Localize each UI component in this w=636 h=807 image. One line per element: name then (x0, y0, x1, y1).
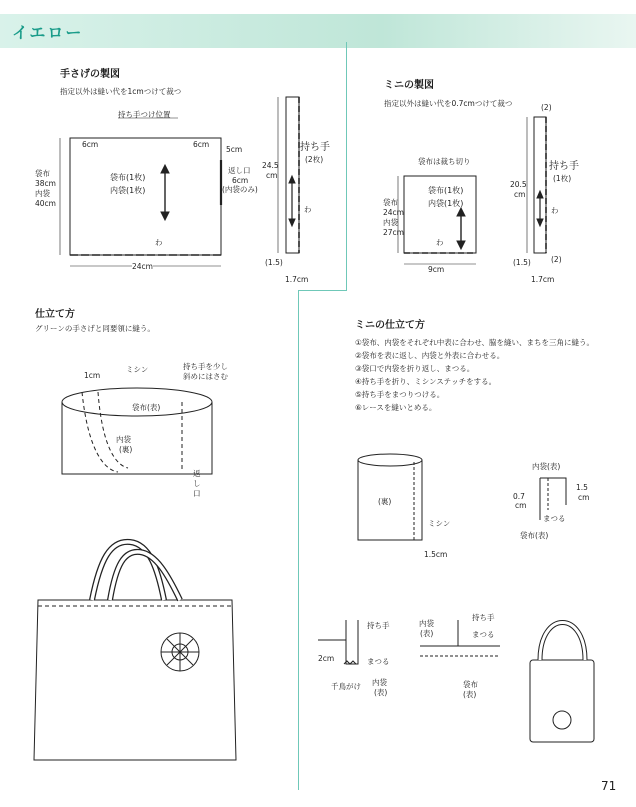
mini-07-2: cm (515, 501, 527, 510)
mini-step-5: ⑤持ち手をまつりつける。 (355, 390, 445, 399)
mini-handle-count: (1枚) (553, 174, 572, 183)
mini-handle-wa: わ (551, 206, 559, 215)
tote-pattern-note: 指定以外は縫い代を1cmつけて裁つ (60, 87, 182, 96)
mini-24cm: 24cm (383, 208, 404, 217)
mini-fukuro2-1: 袋布 (463, 680, 478, 689)
mini-15b-1: 1.5 (576, 483, 588, 492)
mini-fukuro-omote: 袋布(表) (520, 531, 549, 540)
finish-kaeshi-3: 口 (193, 489, 201, 498)
mini-2cm: 2cm (318, 654, 335, 663)
mini-matsuru3: まつる (472, 630, 495, 639)
finish-uchi-1: 内袋 (116, 435, 131, 444)
tote-24cm: 24cm (132, 262, 153, 271)
mini-kiri: 袋布は裁ち切り (418, 157, 471, 166)
handle-17: 1.7cm (285, 275, 309, 284)
mini-uchi-b-1: 内袋 (419, 619, 434, 628)
mini-handle-17: 1.7cm (531, 275, 555, 284)
mini-uchi-ura-1: 内袋 (372, 678, 387, 687)
handle-pos-label: 持ち手つけ位置 (118, 110, 171, 119)
mini-mochite: 持ち手 (367, 621, 390, 630)
finish-1cm: 1cm (84, 371, 101, 380)
mini-matsuru: まつる (543, 514, 566, 523)
handle-count: (2枚) (305, 155, 324, 164)
mini-handle-15: (1.5) (513, 258, 531, 267)
mini-07-1: 0.7 (513, 492, 525, 501)
mini-uchi-b-2: (表) (420, 629, 434, 638)
mini-uchi-omote: 内袋(表) (532, 462, 561, 471)
tote-38cm: 38cm (35, 179, 56, 188)
mini-handle-len-2: cm (514, 190, 526, 199)
finish-kaeshi-1: 返 (193, 469, 201, 478)
mini-step-1: ①袋布、内袋をそれぞれ中表に合わせ、脇を縫い、まちを三角に縫う。 (355, 338, 594, 347)
handle-len-1: 24.5 (262, 161, 279, 170)
finish-note: グリーンの手さげと同要領に縫う。 (35, 324, 155, 333)
finish-mishin: ミシン (126, 365, 149, 374)
page-title: イエロー (12, 23, 84, 42)
handle-len-2: cm (266, 171, 278, 180)
mini-matsuru2: まつる (367, 657, 390, 666)
finished-tote-body (34, 600, 236, 760)
mini-step-2: ②袋布を表に返し、内袋と外表に合わせる。 (355, 351, 505, 360)
tote-side (62, 402, 212, 474)
mini-fukuro2-2: (表) (463, 690, 477, 699)
tote-handle-pattern (286, 97, 299, 253)
tote-pattern-title: 手さげの製図 (60, 69, 120, 80)
handle-title: 持ち手 (300, 142, 330, 153)
tote-fukuro-label: 袋布 (35, 169, 50, 178)
tote-body-pattern (70, 138, 221, 255)
finish-mochite-1: 持ち手を少し (183, 362, 228, 371)
tote-6cm-right: 6cm (193, 140, 210, 149)
finish-mochite-2: 斜めにはさむ (183, 372, 228, 381)
mini-mochite2: 持ち手 (472, 613, 495, 622)
tote-40cm: 40cm (35, 199, 56, 208)
handle-15: (1.5) (265, 258, 283, 267)
handle-wa: わ (304, 205, 312, 214)
finish-kaeshi-2: し (193, 479, 201, 488)
mini-27cm: 27cm (383, 228, 404, 237)
mini-uchi-ura-2: (表) (374, 688, 388, 697)
mini-handle-2: (2) (551, 255, 562, 264)
tote-body-line1: 袋布(1枚) (110, 173, 146, 182)
finish-uchi-2: (裏) (119, 445, 133, 454)
mini-finished-bag (530, 660, 594, 742)
mini-pattern-note: 指定以外は縫い代を0.7cmつけて裁つ (384, 99, 513, 108)
tote-5cm: 5cm (226, 145, 243, 154)
tote-kaeshi-3: (内袋のみ) (222, 185, 258, 194)
tote-kaeshi-1: 返し口 (228, 166, 251, 175)
mini-step-3: ③袋口で内袋を折り返し、まつる。 (355, 364, 475, 373)
mini-mishin: ミシン (428, 519, 451, 528)
mini-top-2: (2) (541, 103, 552, 112)
mini-finish-title: ミニの仕立て方 (355, 320, 425, 331)
tote-wa: わ (155, 238, 163, 247)
mini-15b-2: cm (578, 493, 590, 502)
mini-ura: (裏) (378, 497, 392, 506)
mini-9cm: 9cm (428, 265, 445, 274)
finish-fukuro-omote: 袋布(表) (132, 403, 161, 412)
mini-wa: わ (436, 238, 444, 247)
tote-body-line2: 内袋(1枚) (110, 186, 146, 195)
mini-15cm: 1.5cm (424, 550, 448, 559)
mini-body-line2: 内袋(1枚) (428, 199, 464, 208)
tote-kaeshi-2: 6cm (232, 176, 249, 185)
mini-uchi-label: 内袋 (383, 218, 398, 227)
mini-body-line1: 袋布(1枚) (428, 186, 464, 195)
tote-uchi-label: 内袋 (35, 189, 50, 198)
mini-fukuro-label: 袋布 (383, 198, 398, 207)
mini-handle-pattern (534, 117, 546, 253)
mini-step-6: ⑥レースを縫いとめる。 (355, 403, 437, 412)
tote-6cm-left: 6cm (82, 140, 99, 149)
mini-pattern-title: ミニの製図 (384, 80, 434, 91)
mini-step-4: ④持ち手を折り、ミシンステッチをする。 (355, 377, 497, 386)
page-number: 71 (601, 779, 617, 793)
mini-handle-title: 持ち手 (549, 161, 579, 172)
finish-title: 仕立て方 (35, 309, 75, 320)
mini-chidori: 千鳥がけ (331, 682, 361, 691)
mini-handle-len-1: 20.5 (510, 180, 527, 189)
